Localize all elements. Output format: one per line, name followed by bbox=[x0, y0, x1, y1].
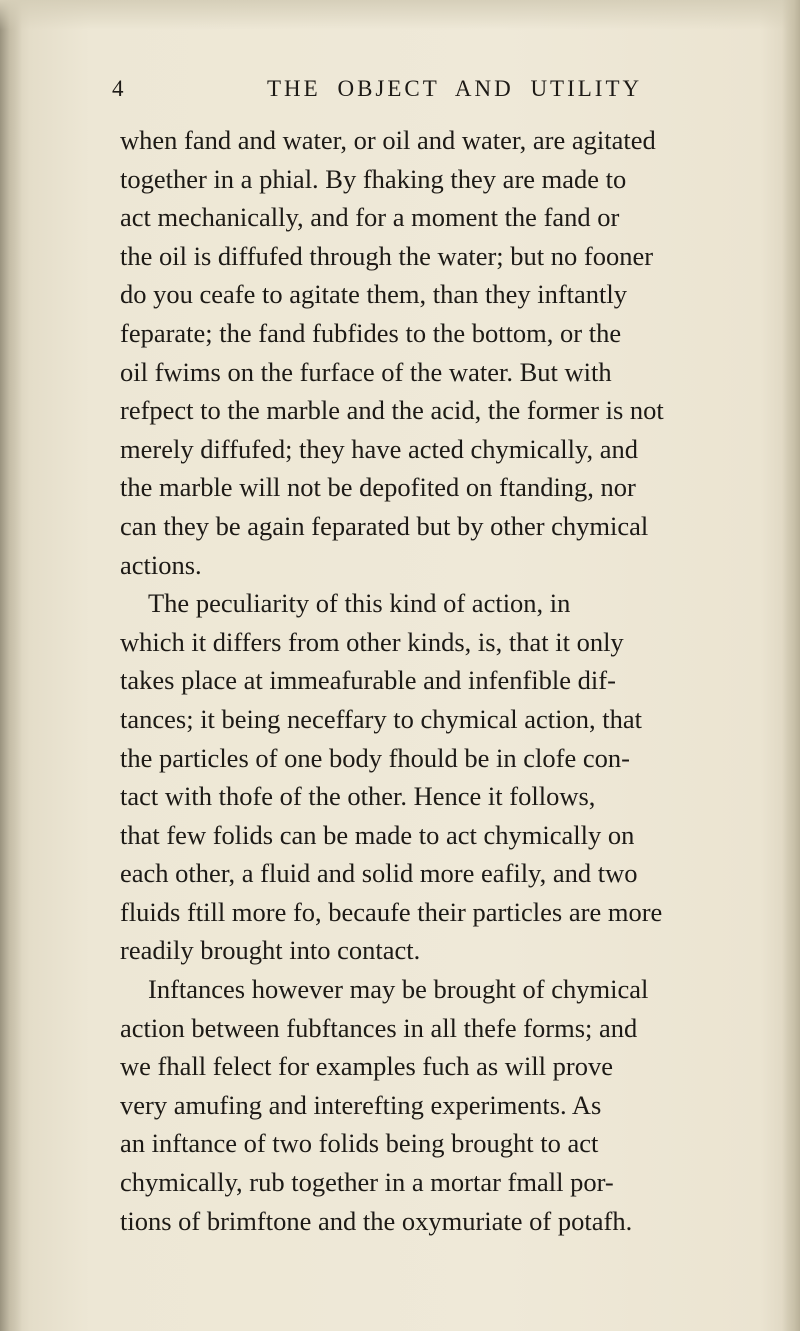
text-line: we fhall felect for examples fuch as will prove bbox=[120, 1051, 613, 1082]
text-line: chymically, rub together in a mortar fmall por- bbox=[120, 1167, 614, 1198]
text-line: when fand and water, or oil and water, are agitated bbox=[120, 125, 656, 155]
text-line: act mechanically, and for a moment the fand or bbox=[120, 202, 620, 233]
page-header bbox=[112, 76, 792, 106]
text-line: together in a phial. By fhaking they are made to bbox=[120, 163, 627, 194]
text-line: oil fwims on the furface of the water. But with bbox=[120, 356, 612, 387]
text-line: very amufing and interefting experiments. As bbox=[120, 1089, 602, 1120]
text-line: merely diffufed; they have acted chymically, and bbox=[120, 433, 639, 464]
text-line: can they be again feparated but by other chymical bbox=[120, 510, 649, 541]
text-line: the oil is diffufed through the water; but no fooner bbox=[120, 240, 654, 271]
text-line: fluids ftill more fo, becaufe their particles are more bbox=[120, 896, 663, 927]
text-line: tact with thofe of the other. Hence it follows, bbox=[120, 781, 596, 812]
text-line: refpect to the marble and the acid, the former is not bbox=[120, 395, 664, 426]
text-line: do you ceafe to agitate them, than they inftantly bbox=[120, 279, 628, 310]
text-line: each other, a fluid and solid more eafily, and two bbox=[120, 858, 638, 889]
text-line: action between fubftances in all thefe forms; and bbox=[120, 1012, 638, 1043]
text-line: tances; it being neceffary to chymical action, that bbox=[120, 703, 642, 734]
text-line: tions of brimftone and the oxymuriate of potafh. bbox=[120, 1205, 633, 1236]
running-title: THE OBJECT AND UTILITY bbox=[267, 76, 643, 101]
text-line: The peculiarity of this kind of action, in bbox=[148, 588, 571, 619]
page-top-edge bbox=[0, 0, 800, 30]
page-spine-shadow bbox=[0, 0, 22, 1331]
text-line: actions. bbox=[120, 549, 202, 580]
text-line: readily brought into contact. bbox=[120, 935, 421, 966]
text-line: that few folids can be made to act chymically on bbox=[120, 819, 635, 850]
text-line: the particles of one body fhould be in clofe con- bbox=[120, 742, 630, 773]
text-line: which it differs from other kinds, is, that it only bbox=[120, 626, 624, 657]
text-line: an inftance of two folids being brought to act bbox=[120, 1128, 599, 1159]
text-line: takes place at immeafurable and infenfible dif- bbox=[120, 665, 616, 696]
page-number: 4 bbox=[112, 76, 127, 101]
text-line: the marble will not be depofited on ftanding, nor bbox=[120, 472, 636, 503]
text-line: feparate; the fand fubfides to the bottom, or the bbox=[120, 317, 622, 348]
body-text bbox=[120, 121, 800, 1240]
text-line: Inftances however may be brought of chymical bbox=[148, 974, 649, 1005]
